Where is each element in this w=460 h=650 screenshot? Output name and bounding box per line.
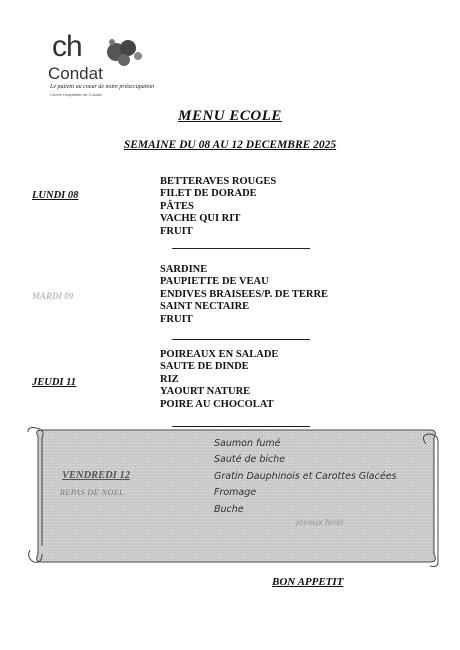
separator-line bbox=[172, 339, 310, 340]
day-items-jeudi bbox=[160, 349, 278, 411]
logo-tagline: Le patient au coeur de notre préoccupation bbox=[50, 84, 155, 90]
menu-item: RIZ bbox=[160, 373, 179, 385]
day-label-mardi: MARDI 09 bbox=[32, 291, 74, 301]
menu-item: VACHE QUI RIT bbox=[160, 213, 241, 225]
menu-item: PÂTES bbox=[160, 200, 194, 212]
day-items-lundi bbox=[160, 176, 276, 238]
menu-item: Fromage bbox=[214, 487, 257, 499]
logo bbox=[44, 30, 164, 102]
logo-brand-bottom: Condat bbox=[48, 64, 103, 83]
day-label-lundi: LUNDI 08 bbox=[32, 190, 79, 201]
menu-item: FILET DE DORADE bbox=[160, 188, 257, 200]
week-heading: SEMAINE DU 08 AU 12 DECEMBRE 2025 bbox=[123, 139, 337, 151]
logo-subtitle: Centre Hospitalier de Condat bbox=[50, 92, 102, 97]
special-sub-label: REPAS DE NOEL bbox=[60, 488, 125, 497]
menu-item: Saumon fumé bbox=[214, 438, 281, 449]
menu-item: Sauté de biche bbox=[214, 454, 286, 466]
menu-item: Gratin Dauphinois et Carottes Glacées bbox=[214, 470, 397, 482]
menu-item: SAINT NECTAIRE bbox=[160, 301, 250, 313]
menu-item: PAUPIETTE DE VEAU bbox=[160, 276, 269, 288]
menu-item: SAUTE DE DINDE bbox=[160, 361, 249, 373]
closing-text: BON APPETIT bbox=[272, 576, 344, 588]
menu-item: YAOURT NATURE bbox=[160, 386, 251, 398]
menu-item: POIREAUX EN SALADE bbox=[160, 349, 279, 360]
menu-item: FRUIT bbox=[160, 313, 193, 325]
signature: Joyeux Noël bbox=[296, 518, 344, 527]
day-items-mardi bbox=[160, 264, 328, 326]
separator-line bbox=[172, 248, 310, 249]
menu-item: Buche bbox=[214, 503, 244, 515]
menu-item: SARDINE bbox=[160, 264, 208, 275]
day-label-jeudi: JEUDI 11 bbox=[32, 377, 77, 388]
menu-item: BETTERAVES ROUGES bbox=[160, 176, 277, 187]
menu-title: MENU ECOLE bbox=[178, 108, 282, 124]
special-items bbox=[214, 436, 397, 518]
logo-brand-top: ch bbox=[52, 30, 82, 63]
menu-item: POIRE AU CHOCOLAT bbox=[160, 398, 274, 410]
day-label-vendredi: VENDREDI 12 bbox=[62, 470, 130, 481]
menu-item: ENDIVES BRAISEES/P. DE TERRE bbox=[160, 288, 329, 300]
menu-item: FRUIT bbox=[160, 225, 193, 237]
logo-blob-icon bbox=[102, 34, 150, 70]
